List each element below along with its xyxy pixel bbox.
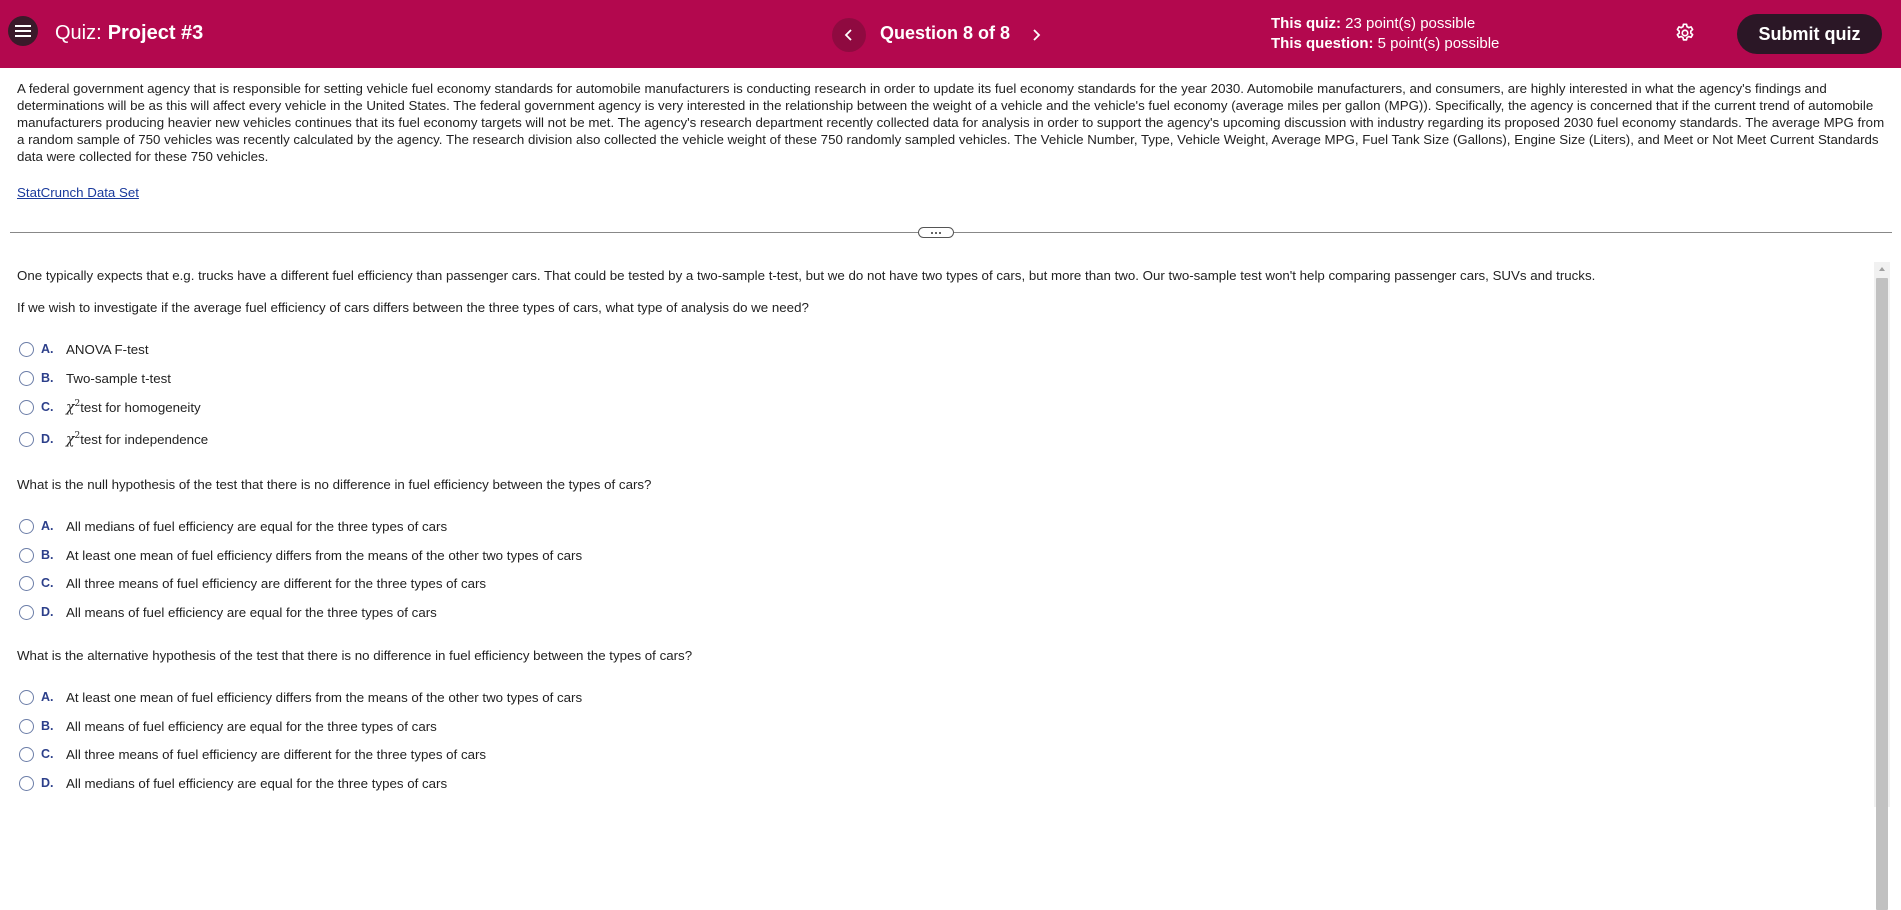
option-3b[interactable] — [19, 716, 437, 736]
pane-resize-handle[interactable] — [918, 227, 954, 238]
option-letter: B. — [41, 371, 54, 385]
question-points-label: This question: — [1271, 35, 1374, 52]
handle-dot — [931, 232, 933, 234]
option-text: All three means of fuel efficiency are different for the three types of cars — [66, 575, 487, 591]
scroll-thumb[interactable] — [1876, 278, 1888, 910]
radio-button[interactable] — [19, 400, 34, 415]
next-question-button[interactable] — [1019, 18, 1053, 52]
radio-button[interactable] — [19, 371, 34, 386]
chevron-right-icon — [1031, 29, 1041, 41]
radio-button[interactable] — [19, 548, 34, 563]
question-prompt-2: What is the null hypothesis of the test that there is no difference in fuel efficiency between the types of cars? — [17, 477, 652, 492]
submit-quiz-button[interactable]: Submit quiz — [1737, 14, 1882, 54]
scroll-up-button[interactable] — [1874, 262, 1890, 276]
quiz-name: Project #3 — [107, 22, 204, 44]
option-1d[interactable] — [19, 429, 208, 449]
question-prompt-3: What is the alternative hypothesis of the test that there is no difference in fuel efficiency between the types of cars? — [17, 648, 693, 663]
radio-button[interactable] — [19, 519, 34, 534]
option-2b[interactable] — [19, 545, 582, 565]
option-letter: A. — [41, 342, 54, 356]
option-2c[interactable] — [19, 573, 486, 593]
option-text: All means of fuel efficiency are equal for the three types of cars — [66, 604, 437, 620]
question-pane-scrollbar[interactable] — [1874, 262, 1890, 807]
question-counter: Question 8 of 8 — [880, 23, 1011, 43]
quiz-title — [55, 20, 203, 46]
option-3a[interactable] — [19, 687, 582, 707]
previous-question-button[interactable] — [832, 18, 866, 52]
chevron-left-icon — [844, 29, 854, 41]
chi-symbol — [66, 399, 80, 416]
question-points — [1271, 34, 1499, 54]
option-1c[interactable] — [19, 397, 201, 417]
option-letter: D. — [41, 432, 54, 446]
chi-symbol — [66, 431, 80, 448]
option-text: test for independence — [80, 431, 209, 447]
option-text: At least one mean of fuel efficiency differs from the means of the other two types of cars — [66, 547, 583, 563]
option-text: All means of fuel efficiency are equal for the three types of cars — [66, 718, 437, 734]
radio-button[interactable] — [19, 747, 34, 762]
question-points-value: 5 point(s) possible — [1377, 35, 1500, 52]
radio-button[interactable] — [19, 576, 34, 591]
option-text: At least one mean of fuel efficiency differs from the means of the other two types of cars — [66, 689, 583, 705]
option-text: All medians of fuel efficiency are equal for the three types of cars — [66, 775, 448, 791]
quiz-header — [0, 0, 1901, 68]
gear-icon — [1674, 22, 1696, 44]
scroll-up-arrow-icon — [1878, 266, 1886, 272]
option-3c[interactable] — [19, 744, 486, 764]
handle-dot — [935, 232, 937, 234]
question-pane — [0, 262, 1872, 807]
hamburger-menu-icon — [15, 24, 31, 38]
chi-exponent: 2 — [74, 430, 81, 441]
option-letter: A. — [41, 519, 54, 533]
scenario-text: A federal government agency that is responsible for setting vehicle fuel economy standards for automobile manufacturers is conducting research in order to update its fuel economy standards for the year 2030. Automobile manufacturers, and consumers, are highly interested in what the agency's findings and determinations will be as this will affect every vehicle in the United States. The federal government agency is very interested in the relationship between the weight of a vehicle and the vehicle's fuel economy (average miles per gallon (MPG)). Specifically, the agency is concerned that if the current trend of automobile manufacturers producing heavier new vehicles continues that its fuel economy targets will not be met. The agency's research department recently collected data for analysis in order to support the agency's upcoming discussion with industry regarding its proposed 2030 fuel economy standards. The average MPG from a random sample of 750 vehicles was recently calculated by the agency. The research division also collected the vehicle weight of these 750 randomly sampled vehicles. The Vehicle Number, Type, Vehicle Weight, Average MPG, Fuel Tank Size (Gallons), Engine Size (Liters), and Meet or Not Meet Current Standards data were collected for these 750 vehicles. — [17, 81, 1885, 164]
option-text: All medians of fuel efficiency are equal for the three types of cars — [66, 518, 448, 534]
option-2a[interactable] — [19, 516, 447, 536]
radio-button[interactable] — [19, 432, 34, 447]
radio-button[interactable] — [19, 719, 34, 734]
settings-button[interactable] — [1669, 17, 1701, 49]
quiz-points — [1271, 14, 1499, 34]
option-letter: C. — [41, 747, 54, 761]
radio-button[interactable] — [19, 605, 34, 620]
quiz-title-prefix: Quiz: — [55, 22, 102, 44]
option-text: test for homogeneity — [80, 399, 201, 415]
radio-button[interactable] — [19, 776, 34, 791]
question-prompt-1: If we wish to investigate if the average fuel efficiency of cars differs between the three types of cars, what type of analysis do we need? — [17, 300, 809, 315]
radio-button[interactable] — [19, 690, 34, 705]
question-intro: One typically expects that e.g. trucks have a different fuel efficiency than passenger cars. That could be tested by a two-sample t-test, but we do not have two types of cars, but more than two. Our two-sample test won't help comparing passenger cars, SUVs and trucks. — [17, 268, 1596, 283]
option-letter: D. — [41, 605, 54, 619]
option-letter: B. — [41, 719, 54, 733]
menu-button[interactable] — [8, 16, 38, 46]
handle-dot — [939, 232, 941, 234]
statcrunch-data-set-link[interactable]: StatCrunch Data Set — [17, 185, 139, 200]
option-text: Two-sample t-test — [66, 370, 171, 386]
option-text: ANOVA F-test — [66, 341, 149, 357]
quiz-points-label: This quiz: — [1271, 15, 1341, 32]
radio-button[interactable] — [19, 342, 34, 357]
option-text: All three means of fuel efficiency are different for the three types of cars — [66, 746, 487, 762]
option-1b[interactable] — [19, 368, 171, 388]
option-3d[interactable] — [19, 773, 447, 793]
option-2d[interactable] — [19, 602, 437, 622]
option-letter: C. — [41, 576, 54, 590]
chi-letter: χ — [66, 399, 75, 416]
option-letter: D. — [41, 776, 54, 790]
option-letter: C. — [41, 400, 54, 414]
chi-letter: χ — [66, 431, 75, 448]
chi-exponent: 2 — [74, 398, 81, 409]
option-1a[interactable] — [19, 339, 149, 359]
option-letter: A. — [41, 690, 54, 704]
points-info — [1271, 14, 1499, 54]
option-letter: B. — [41, 548, 54, 562]
quiz-points-value: 23 point(s) possible — [1345, 15, 1476, 32]
